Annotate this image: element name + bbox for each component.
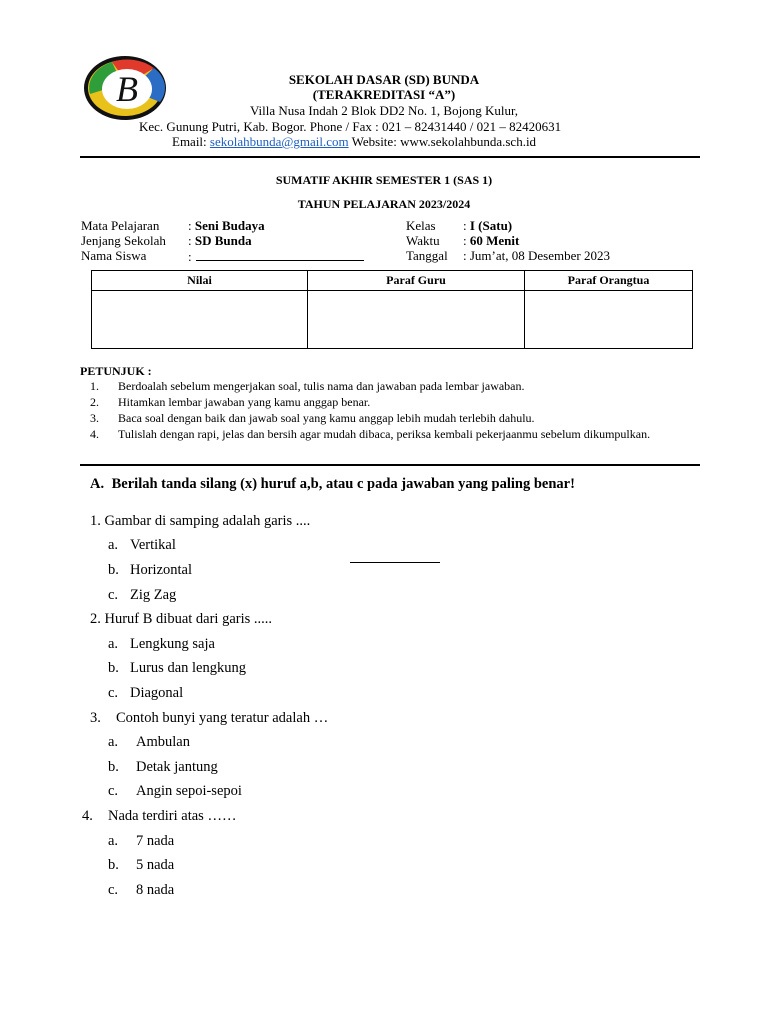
instructions-list <box>82 378 679 442</box>
school-address: Villa Nusa Indah 2 Blok DD2 No. 1, Bojong Kulur, <box>249 103 519 118</box>
instruction-item: 1. Berdoalah sebelum mengerjakan soal, tulis nama dan jawaban pada lembar jawaban. <box>90 379 525 393</box>
exam-title: SUMATIF AKHIR SEMESTER 1 (SAS 1) <box>275 173 493 187</box>
option-4b[interactable]: b. 5 nada <box>108 857 175 873</box>
email-label: Email: <box>172 134 207 149</box>
date-row: : Jum’at, 08 Desember 2023 <box>463 248 610 263</box>
option-3a[interactable]: a. Ambulan <box>108 734 190 750</box>
name-row: : <box>188 248 364 265</box>
section-a-heading: A. Berilah tanda silang (x) huruf a,b, atau c pada jawaban yang paling benar! <box>90 476 575 492</box>
subject-label: Mata Pelajaran <box>81 218 160 233</box>
class-value: I (Satu) <box>469 218 513 233</box>
score-table <box>91 270 693 349</box>
subject-value: Seni Budaya <box>194 218 265 233</box>
option-4c[interactable]: c. 8 nada <box>108 882 175 898</box>
instruction-item: 3. Baca soal dengan baik dan jawab soal yang kamu anggap lebih mudah terlebih dahulu. <box>90 411 535 425</box>
instruction-item: 2. Hitamkan lembar jawaban yang kamu anggap benar. <box>90 395 371 409</box>
subject-row: : Seni Budaya <box>188 218 265 233</box>
website-url: www.sekolahbunda.sch.id <box>400 134 537 149</box>
option-4a[interactable]: a. 7 nada <box>108 833 175 849</box>
logo-letter: B <box>116 69 138 109</box>
score-cell-paraf-guru[interactable] <box>308 291 525 349</box>
school-contact <box>172 134 536 150</box>
time-label: Waktu <box>406 233 440 248</box>
website-label: Website: <box>351 134 397 149</box>
date-label: Tanggal <box>406 248 448 263</box>
level-label: Jenjang Sekolah <box>81 233 166 248</box>
time-value: 60 Menit <box>469 233 520 248</box>
option-3c[interactable]: c. Angin sepoi-sepoi <box>108 783 242 799</box>
score-cell-nilai[interactable] <box>92 291 308 349</box>
option-2b[interactable]: b. Lurus dan lengkung <box>108 660 246 676</box>
school-name: SEKOLAH DASAR (SD) BUNDA <box>288 72 480 87</box>
option-2c[interactable]: c. Diagonal <box>108 685 184 701</box>
question-3: 3. Contoh bunyi yang teratur adalah … <box>90 710 329 726</box>
header-divider <box>80 156 700 158</box>
horizontal-line-figure <box>350 562 440 563</box>
option-3b[interactable]: b. Detak jantung <box>108 759 218 775</box>
option-1a[interactable]: a. Vertikal <box>108 537 176 553</box>
question-4: 4. Nada terdiri atas …… <box>82 808 237 824</box>
exam-year: TAHUN PELAJARAN 2023/2024 <box>297 197 471 211</box>
instructions-title: PETUNJUK : <box>80 364 152 378</box>
school-accreditation: (TERAKREDITASI “A”) <box>312 87 456 102</box>
option-1c[interactable]: c. Zig Zag <box>108 587 177 603</box>
score-cell-paraf-orangtua[interactable] <box>525 291 693 349</box>
option-1b[interactable]: b. Horizontal <box>108 562 193 578</box>
school-phone: Kec. Gunung Putri, Kab. Bogor. Phone / Fax : 021 – 82431440 / 021 – 82420631 <box>139 119 562 134</box>
score-header-paraf-orangtua: Paraf Orangtua <box>525 271 693 291</box>
section-divider <box>80 464 700 466</box>
level-row: : SD Bunda <box>188 233 252 248</box>
name-label: Nama Siswa <box>81 248 147 263</box>
instruction-item: 4. Tulislah dengan rapi, jelas dan bersih agar mudah dibaca, periksa kembali pekerjaanmu sebelum dikumpulkan. <box>90 427 651 441</box>
score-header-nilai: Nilai <box>92 271 308 291</box>
score-header-paraf-guru: Paraf Guru <box>308 271 525 291</box>
class-label: Kelas <box>406 218 436 233</box>
email-link[interactable]: sekolahbunda@gmail.com <box>209 134 349 149</box>
question-1: 1. Gambar di samping adalah garis .... <box>90 513 311 529</box>
level-value: SD Bunda <box>194 233 252 248</box>
class-row: : I (Satu) <box>463 218 513 233</box>
name-blank[interactable] <box>196 248 364 261</box>
question-2: 2. Huruf B dibuat dari garis ..... <box>90 611 273 627</box>
date-value: Jum’at, 08 Desember 2023 <box>469 248 610 263</box>
time-row: : 60 Menit <box>463 233 520 248</box>
option-2a[interactable]: a. Lengkung saja <box>108 636 215 652</box>
